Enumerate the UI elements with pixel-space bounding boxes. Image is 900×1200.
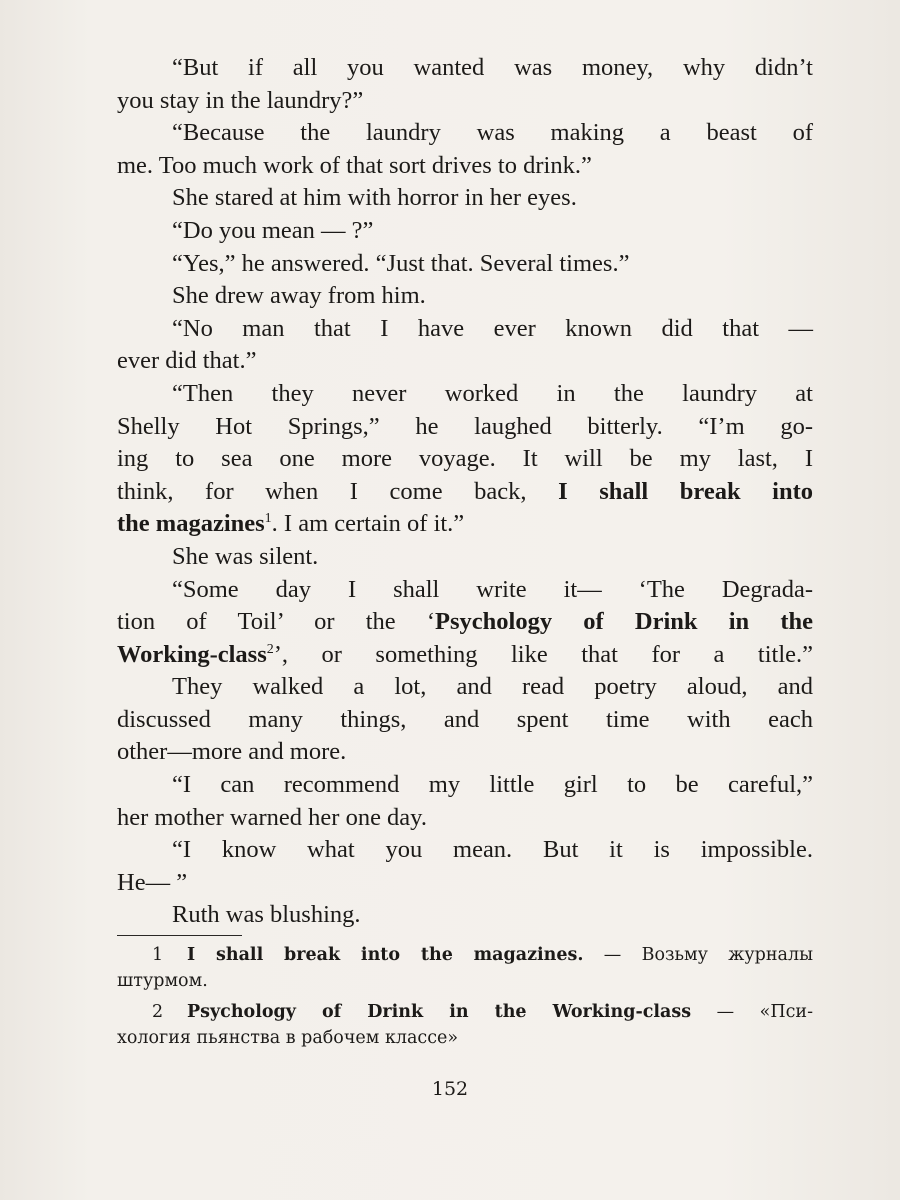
footnote-marker: 1 [264, 511, 272, 527]
text-line [117, 574, 813, 607]
text-line [117, 476, 813, 509]
line-text: ’, or something like that for a title.” [273, 640, 813, 668]
footnote-term: Psychology of Drink in the Working-class [187, 1002, 692, 1022]
bold-phrase: Working-class [117, 640, 267, 668]
line-text: Shelly Hot Springs,” he laughed bitterly. “I’m go- [117, 412, 813, 440]
footnote-2 [117, 999, 813, 1051]
text-line [117, 671, 813, 704]
line-text: “Yes,” he answered. “Just that. Several times.” [172, 249, 630, 277]
line-text: think, for when I come back, [117, 477, 559, 505]
line-text: She was silent. [172, 542, 319, 570]
bold-phrase: the magazines [117, 510, 265, 538]
line-text: discussed many things, and spent time with each [117, 705, 813, 733]
line-text: They walked a lot, and read poetry aloud, and [172, 673, 813, 701]
footnote-term: I shall break into the magazines. [187, 945, 584, 965]
footnote-continuation: штурмом. [117, 971, 208, 991]
text-line [117, 834, 813, 867]
text-line [117, 313, 813, 346]
footnote-1 [117, 942, 813, 994]
footnote-divider [117, 935, 242, 936]
text-line [117, 639, 813, 672]
text-line [117, 867, 813, 900]
text-line [117, 736, 813, 769]
text-line [117, 704, 813, 737]
footnote-translation: — Возьму журналы [583, 945, 813, 965]
text-line [117, 802, 813, 835]
text-line [117, 280, 813, 313]
text-line [117, 443, 813, 476]
text-line [117, 899, 813, 932]
text-line [117, 52, 813, 85]
line-text: “I can recommend my little girl to be careful,” [172, 771, 813, 799]
line-text: “But if all you wanted was money, why didn’t [172, 54, 813, 81]
line-text: tion of Toil’ or the ‘ [117, 608, 436, 636]
line-text: ever did that.” [117, 347, 257, 375]
text-line [117, 215, 813, 248]
text-line [117, 541, 813, 574]
footnote-number: 1 [152, 945, 164, 965]
line-text: Ruth was blushing. [172, 901, 361, 929]
line-text: ing to sea one more voyage. It will be my last, I [117, 445, 813, 473]
text-line [117, 411, 813, 444]
line-text: you stay in the laundry?” [117, 86, 364, 114]
line-text: me. Too much work of that sort drives to drink.” [117, 151, 592, 179]
text-line [117, 85, 813, 118]
line-text: “No man that I have ever known did that — [172, 314, 813, 342]
bold-phrase: I shall break into [558, 477, 813, 505]
bold-phrase: Psychology of Drink in the [435, 608, 813, 636]
footnote-translation: — «Пси- [691, 1002, 813, 1022]
line-text: her mother warned her one day. [117, 803, 427, 831]
line-text: She stared at him with horror in her eyes. [172, 184, 577, 212]
footnote-marker: 2 [266, 641, 274, 657]
text-line [117, 182, 813, 215]
page-number: 152 [431, 1078, 469, 1100]
text-line [117, 378, 813, 411]
text-line [117, 248, 813, 281]
text-line [117, 117, 813, 150]
line-text: He— ” [117, 868, 188, 896]
line-text: other—more and more. [117, 738, 347, 766]
footnote-continuation: хология пьянства в рабочем классе» [117, 1028, 459, 1048]
line-text: “Some day I shall write it— ‘The Degrada- [172, 575, 813, 603]
footnote-number: 2 [152, 1002, 164, 1022]
text-line [117, 345, 813, 378]
text-line [117, 150, 813, 183]
line-text: “I know what you mean. But it is impossible. [172, 836, 813, 864]
text-line [117, 606, 813, 639]
line-text: “Then they never worked in the laundry at [172, 379, 813, 407]
text-line [117, 769, 813, 802]
line-text: . I am certain of it.” [271, 510, 465, 538]
line-text: “Do you mean — ?” [172, 216, 374, 244]
line-text: “Because the laundry was making a beast of [172, 119, 813, 147]
text-line [117, 508, 813, 541]
body-text [117, 52, 813, 932]
line-text: She drew away from him. [172, 282, 426, 310]
